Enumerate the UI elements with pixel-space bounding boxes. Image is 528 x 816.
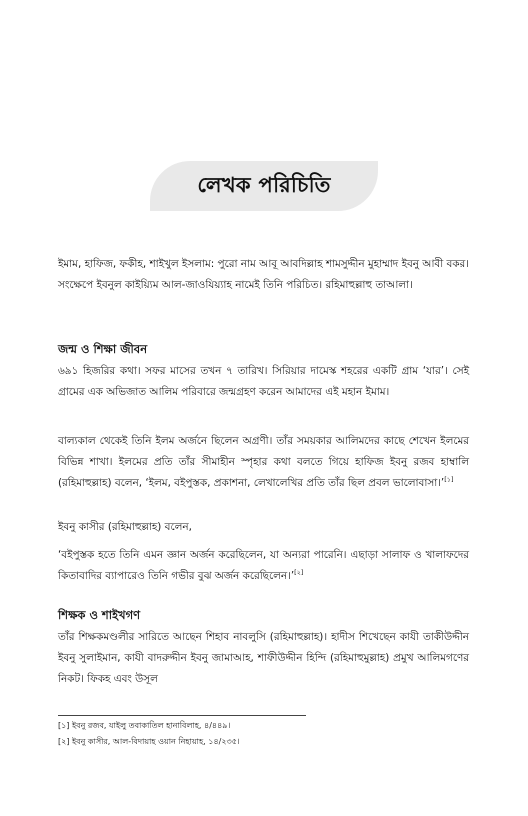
section-heading-teachers: শিক্ষক ও শাইখগণ — [58, 608, 141, 622]
birth-paragraph: ৬৯১ হিজরির কথা। সফর মাসের তখন ৭ তারিখ। সিরিয়ার দামেস্ক শহরের একটি গ্রাম ‘যার’। সেই গ্রামের এক অভিজাত আলিম পরিবারে জন্মগ্রহণ করেন আমাদের এই মহান ইমাম। — [58, 365, 469, 398]
teachers-paragraph: তাঁর শিক্ষকমণ্ডলীর সারিতে আছেন শিহাব নাবলুসি (রহিমাহুল্লাহ)। হাদীস শিখেছেন কাযী তাকীউদ্দীন ইবনু সুলাইমান, কাযী বাদরুদ্দীন ইবনু জামাআহ, শাফীউদ্দীন হিন্দি (রহিমাহুমুল্লাহ) প্রমুখ আলিমগণের নিকট। ফিকহ এবং উসূল — [58, 631, 469, 685]
footnote-2: [২] ইবনু কাসীর, আল-বিদায়াহ ওয়ান নিহায়াহ, ১৪/২৩৫। — [58, 737, 240, 746]
footnote-1: [১] ইবনু রজব, যাইলু তবাকাতিল হানাবিলাহ, ৪/৪৪৯। — [58, 721, 231, 730]
ibn-kathir-quote — [58, 545, 469, 587]
footnote-divider — [58, 715, 306, 716]
intro-paragraph: ইমাম, হাফিজ, ফকীহ, শাইখুল ইসলাম: পুরো নাম আবূ আবদিল্লাহ শামসুদ্দীন মুহাম্মাদ ইবনু আবী বকর। সংক্ষেপে ইবনুল কাইয়্যিম আল-জাওযিয়্যাহ নামেই তিনি পরিচিত। রহিমাহুল্লাহু তাআলা। — [58, 258, 469, 291]
footnote-ref-2: [২] — [294, 568, 304, 577]
ibn-kathir-intro: ইবনু কাসীর (রহিমাহুল্লাহ) বলেন, — [58, 521, 192, 533]
ibn-kathir-quote-text: ‘বইপুস্তক হতে তিনি এমন জ্ঞান অর্জন করেছিলেন, যা অন্যরা পারেনি। এছাড়া সালাফ ও খালাফদের কিতাবাদির ব্যাপারেও তিনি গভীর বুঝ অর্জন করেছিলেন।’ — [58, 549, 469, 582]
childhood-paragraph-text: বাল্যকাল থেকেই তিনি ইলম অর্জনে ছিলেন অগ্রণী। তাঁর সময়কার আলিমদের কাছে শেখেন ইলমের বিভিন্ন শাখা। ইলমের প্রতি তাঁর সীমাহীন স্পৃহার কথা বলতে গিয়ে হাফিজ ইবনু রজব হাম্বালি (রহিমাহুল্লাহ) বলেন, ‘ইলম, বইপুস্তক, প্রকাশনা, লেখালেখির প্রতি তাঁর ছিল প্রবল ভালোবাসা।’ — [58, 435, 469, 489]
childhood-paragraph — [58, 431, 469, 494]
section-heading-birth-education: জন্ম ও শিক্ষা জীবন — [58, 342, 148, 356]
chapter-title: লেখক পরিচিতি — [197, 172, 331, 197]
footnote-ref-1: [১] — [444, 475, 454, 484]
chapter-title-banner — [150, 161, 378, 211]
